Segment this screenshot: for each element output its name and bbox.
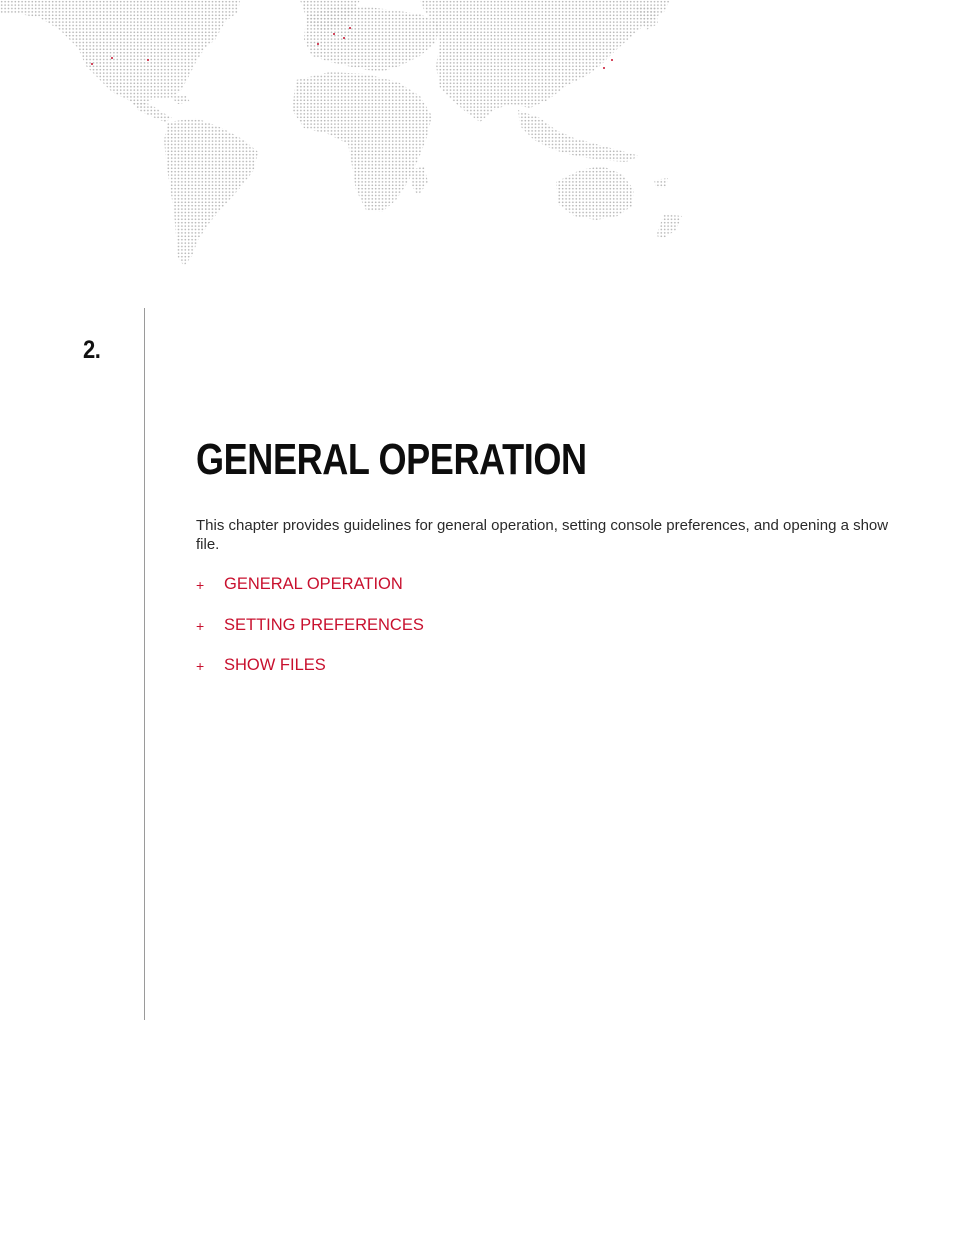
toc-link-setting-preferences[interactable]: SETTING PREFERENCES [224,615,424,634]
chapter-number: 2. [83,336,101,364]
chapter-intro: This chapter provides guidelines for general operation, setting console preferences, and opening a show file. [196,517,889,553]
vertical-divider [144,308,145,1020]
plus-icon: + [196,577,205,593]
world-map-graphic [0,0,700,270]
toc-item-general-operation [196,574,424,615]
plus-icon: + [196,658,205,674]
toc-item-setting-preferences [196,615,424,656]
toc-link-general-operation[interactable]: GENERAL OPERATION [224,575,403,593]
toc-link-show-files[interactable]: SHOW FILES [224,656,326,674]
chapter-title: GENERAL OPERATION [196,435,587,484]
toc-item-show-files [196,655,424,696]
plus-icon: + [196,617,205,634]
chapter-contents-list [196,574,424,696]
